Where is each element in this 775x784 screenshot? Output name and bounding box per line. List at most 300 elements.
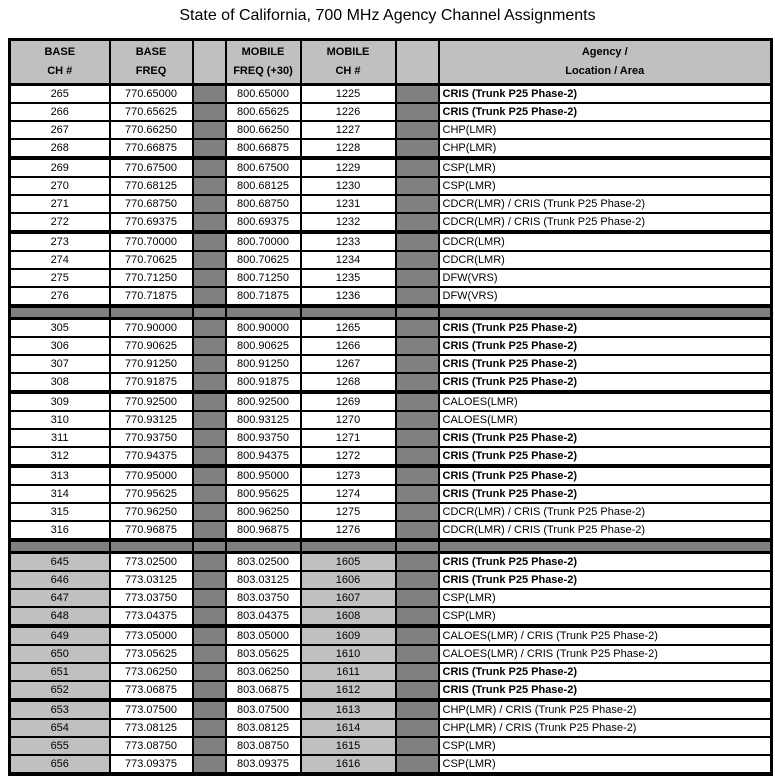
- mobile-freq-cell: 803.03125: [226, 571, 301, 589]
- base-ch-cell: 313: [10, 466, 110, 485]
- base-ch-cell: 648: [10, 607, 110, 626]
- spacer-cell: [396, 337, 439, 355]
- base-freq-cell: 770.93125: [110, 411, 193, 429]
- spacer-cell: [396, 411, 439, 429]
- base-ch-cell: 647: [10, 589, 110, 607]
- agency-cell: CALOES(LMR) / CRIS (Trunk P25 Phase-2): [439, 645, 772, 663]
- base-freq-cell: 770.68125: [110, 177, 193, 195]
- spacer-cell: [193, 177, 226, 195]
- base-freq-cell: 770.96875: [110, 521, 193, 540]
- mobile-freq-cell: 800.66875: [226, 139, 301, 158]
- separator-cell: [193, 306, 226, 319]
- spacer-cell: [193, 700, 226, 719]
- spacer-cell: [396, 158, 439, 177]
- spacer-cell: [193, 337, 226, 355]
- base-ch-cell: 276: [10, 287, 110, 306]
- base-ch-cell: 265: [10, 85, 110, 104]
- mobile-freq-cell: 800.65000: [226, 85, 301, 104]
- spacer-cell: [396, 589, 439, 607]
- base-freq-cell: 770.91250: [110, 355, 193, 373]
- mobile-freq-cell: 803.06250: [226, 663, 301, 681]
- mobile-ch-cell: 1231: [301, 195, 396, 213]
- spacer-cell: [193, 158, 226, 177]
- table-row: [10, 158, 772, 177]
- mobile-freq-cell: 800.65625: [226, 103, 301, 121]
- base-ch-cell: 273: [10, 232, 110, 251]
- spacer-cell: [193, 411, 226, 429]
- agency-cell: CDCR(LMR) / CRIS (Trunk P25 Phase-2): [439, 213, 772, 232]
- spacer-cell: [193, 737, 226, 755]
- agency-cell: CHP(LMR) / CRIS (Trunk P25 Phase-2): [439, 719, 772, 737]
- agency-cell: CRIS (Trunk P25 Phase-2): [439, 663, 772, 681]
- agency-cell: CSP(LMR): [439, 737, 772, 755]
- page-title: State of California, 700 MHz Agency Channel Assignments: [179, 7, 596, 24]
- base-freq-cell: 770.92500: [110, 392, 193, 411]
- base-freq-cell: 773.03750: [110, 589, 193, 607]
- agency-cell: CALOES(LMR): [439, 411, 772, 429]
- agency-cell: CDCR(LMR) / CRIS (Trunk P25 Phase-2): [439, 503, 772, 521]
- agency-cell: CRIS (Trunk P25 Phase-2): [439, 319, 772, 338]
- base-freq-cell: 770.71875: [110, 287, 193, 306]
- spacer-cell: [193, 681, 226, 700]
- base-ch-cell: 316: [10, 521, 110, 540]
- base-ch-cell: 267: [10, 121, 110, 139]
- spacer-cell: [396, 373, 439, 392]
- base-ch-cell: 649: [10, 626, 110, 645]
- spacer-cell: [396, 232, 439, 251]
- mobile-ch-cell: 1606: [301, 571, 396, 589]
- mobile-freq-cell: 800.93125: [226, 411, 301, 429]
- spacer-cell: [396, 287, 439, 306]
- spacer-cell: [396, 626, 439, 645]
- base-ch-cell: 306: [10, 337, 110, 355]
- table-row: [10, 287, 772, 306]
- spacer-cell: [396, 553, 439, 572]
- table-row: [10, 571, 772, 589]
- agency-cell: CRIS (Trunk P25 Phase-2): [439, 681, 772, 700]
- base-ch-cell: 309: [10, 392, 110, 411]
- base-freq-cell: 770.65000: [110, 85, 193, 104]
- mobile-ch-cell: 1275: [301, 503, 396, 521]
- agency-cell: CSP(LMR): [439, 158, 772, 177]
- separator-cell: [110, 306, 193, 319]
- base-freq-cell: 770.65625: [110, 103, 193, 121]
- base-ch-cell: 266: [10, 103, 110, 121]
- mobile-ch-cell: 1270: [301, 411, 396, 429]
- table-row: [10, 719, 772, 737]
- table-row: [10, 429, 772, 447]
- spacer-cell: [193, 663, 226, 681]
- agency-cell: CRIS (Trunk P25 Phase-2): [439, 429, 772, 447]
- separator-cell: [439, 306, 772, 319]
- mobile-freq-cell: 800.96250: [226, 503, 301, 521]
- agency-cell: CSP(LMR): [439, 755, 772, 774]
- mobile-ch-cell: 1272: [301, 447, 396, 466]
- table-row: [10, 411, 772, 429]
- spacer-cell: [193, 139, 226, 158]
- spacer-cell: [193, 503, 226, 521]
- base-freq-cell: 773.03125: [110, 571, 193, 589]
- base-freq-cell: 773.05625: [110, 645, 193, 663]
- base-freq-cell: 773.08750: [110, 737, 193, 755]
- spacer-cell: [396, 521, 439, 540]
- base-ch-cell: 655: [10, 737, 110, 755]
- mobile-ch-cell: 1616: [301, 755, 396, 774]
- agency-cell: CRIS (Trunk P25 Phase-2): [439, 485, 772, 503]
- table-row: [10, 85, 772, 104]
- mobile-ch-cell: 1611: [301, 663, 396, 681]
- mobile-freq-cell: 800.93750: [226, 429, 301, 447]
- header-agency: Agency / Location / Area: [439, 40, 772, 85]
- mobile-freq-cell: 800.91875: [226, 373, 301, 392]
- agency-cell: CDCR(LMR): [439, 232, 772, 251]
- spacer-cell: [193, 232, 226, 251]
- mobile-ch-cell: 1233: [301, 232, 396, 251]
- spacer-cell: [396, 85, 439, 104]
- section-separator-row: [10, 306, 772, 319]
- header-row: [10, 40, 772, 85]
- base-ch-cell: 268: [10, 139, 110, 158]
- mobile-ch-cell: 1267: [301, 355, 396, 373]
- mobile-ch-cell: 1227: [301, 121, 396, 139]
- table-row: [10, 319, 772, 338]
- spacer-cell: [396, 755, 439, 774]
- base-ch-cell: 652: [10, 681, 110, 700]
- table-row: [10, 195, 772, 213]
- mobile-freq-cell: 800.96875: [226, 521, 301, 540]
- base-freq-cell: 773.05000: [110, 626, 193, 645]
- base-ch-cell: 274: [10, 251, 110, 269]
- spacer-cell: [193, 521, 226, 540]
- base-freq-cell: 770.95625: [110, 485, 193, 503]
- spacer-cell: [396, 645, 439, 663]
- base-freq-cell: 773.06875: [110, 681, 193, 700]
- mobile-ch-cell: 1265: [301, 319, 396, 338]
- spacer-cell: [396, 139, 439, 158]
- table-row: [10, 521, 772, 540]
- base-ch-cell: 654: [10, 719, 110, 737]
- mobile-ch-cell: 1225: [301, 85, 396, 104]
- agency-cell: CRIS (Trunk P25 Phase-2): [439, 447, 772, 466]
- spacer-cell: [193, 645, 226, 663]
- agency-cell: CRIS (Trunk P25 Phase-2): [439, 103, 772, 121]
- base-ch-cell: 310: [10, 411, 110, 429]
- spacer-cell: [396, 663, 439, 681]
- base-ch-cell: 656: [10, 755, 110, 774]
- separator-cell: [226, 540, 301, 553]
- mobile-freq-cell: 800.95625: [226, 485, 301, 503]
- spacer-cell: [396, 355, 439, 373]
- section-separator-row: [10, 540, 772, 553]
- mobile-freq-cell: 803.07500: [226, 700, 301, 719]
- base-freq-cell: 770.66250: [110, 121, 193, 139]
- base-ch-cell: 646: [10, 571, 110, 589]
- spacer-cell: [396, 103, 439, 121]
- agency-cell: CRIS (Trunk P25 Phase-2): [439, 466, 772, 485]
- mobile-ch-cell: 1615: [301, 737, 396, 755]
- agency-cell: CSP(LMR): [439, 607, 772, 626]
- table-row: [10, 177, 772, 195]
- spacer-cell: [193, 553, 226, 572]
- base-freq-cell: 773.04375: [110, 607, 193, 626]
- base-freq-cell: 770.69375: [110, 213, 193, 232]
- mobile-freq-cell: 800.91250: [226, 355, 301, 373]
- mobile-freq-cell: 800.92500: [226, 392, 301, 411]
- spacer-cell: [193, 571, 226, 589]
- spacer-cell: [193, 626, 226, 645]
- header-base-ch: BASE CH #: [10, 40, 110, 85]
- table-row: [10, 251, 772, 269]
- table-row: [10, 466, 772, 485]
- mobile-ch-cell: 1612: [301, 681, 396, 700]
- mobile-ch-cell: 1276: [301, 521, 396, 540]
- mobile-freq-cell: 800.70000: [226, 232, 301, 251]
- mobile-freq-cell: 800.90625: [226, 337, 301, 355]
- mobile-freq-cell: 803.06875: [226, 681, 301, 700]
- spacer-cell: [396, 503, 439, 521]
- separator-cell: [301, 540, 396, 553]
- table-row: [10, 213, 772, 232]
- separator-cell: [301, 306, 396, 319]
- agency-cell: CALOES(LMR) / CRIS (Trunk P25 Phase-2): [439, 626, 772, 645]
- separator-cell: [439, 540, 772, 553]
- mobile-ch-cell: 1229: [301, 158, 396, 177]
- base-freq-cell: 770.94375: [110, 447, 193, 466]
- agency-cell: CRIS (Trunk P25 Phase-2): [439, 337, 772, 355]
- agency-cell: CRIS (Trunk P25 Phase-2): [439, 373, 772, 392]
- spacer-cell: [193, 607, 226, 626]
- mobile-freq-cell: 803.03750: [226, 589, 301, 607]
- spacer-cell: [396, 681, 439, 700]
- mobile-ch-cell: 1266: [301, 337, 396, 355]
- agency-cell: CHP(LMR): [439, 139, 772, 158]
- base-freq-cell: 770.93750: [110, 429, 193, 447]
- agency-cell: CDCR(LMR) / CRIS (Trunk P25 Phase-2): [439, 195, 772, 213]
- table-row: [10, 503, 772, 521]
- mobile-ch-cell: 1607: [301, 589, 396, 607]
- base-ch-cell: 308: [10, 373, 110, 392]
- table-row: [10, 447, 772, 466]
- base-freq-cell: 770.70000: [110, 232, 193, 251]
- table-row: [10, 755, 772, 774]
- spacer-cell: [193, 373, 226, 392]
- table-row: [10, 232, 772, 251]
- mobile-freq-cell: 800.70625: [226, 251, 301, 269]
- spacer-cell: [193, 287, 226, 306]
- base-ch-cell: 314: [10, 485, 110, 503]
- mobile-ch-cell: 1610: [301, 645, 396, 663]
- agency-cell: CRIS (Trunk P25 Phase-2): [439, 571, 772, 589]
- table-row: [10, 103, 772, 121]
- mobile-freq-cell: 800.71250: [226, 269, 301, 287]
- mobile-freq-cell: 800.66250: [226, 121, 301, 139]
- base-ch-cell: 307: [10, 355, 110, 373]
- agency-cell: CRIS (Trunk P25 Phase-2): [439, 355, 772, 373]
- channel-assignments-table: [8, 38, 773, 776]
- spacer-cell: [396, 485, 439, 503]
- base-freq-cell: 773.02500: [110, 553, 193, 572]
- header-mobile-freq: MOBILE FREQ (+30): [226, 40, 301, 85]
- mobile-freq-cell: 803.08125: [226, 719, 301, 737]
- base-freq-cell: 770.95000: [110, 466, 193, 485]
- table-row: [10, 607, 772, 626]
- mobile-ch-cell: 1226: [301, 103, 396, 121]
- mobile-ch-cell: 1269: [301, 392, 396, 411]
- spacer-cell: [193, 195, 226, 213]
- spacer-cell: [396, 213, 439, 232]
- spacer-cell: [193, 466, 226, 485]
- spacer-cell: [396, 269, 439, 287]
- base-freq-cell: 770.90000: [110, 319, 193, 338]
- table-row: [10, 121, 772, 139]
- mobile-freq-cell: 800.67500: [226, 158, 301, 177]
- spacer-cell: [193, 429, 226, 447]
- spacer-cell: [193, 485, 226, 503]
- mobile-freq-cell: 800.90000: [226, 319, 301, 338]
- base-freq-cell: 770.67500: [110, 158, 193, 177]
- separator-cell: [396, 306, 439, 319]
- base-freq-cell: 773.09375: [110, 755, 193, 774]
- spacer-cell: [396, 607, 439, 626]
- base-ch-cell: 269: [10, 158, 110, 177]
- mobile-freq-cell: 800.68125: [226, 177, 301, 195]
- table-row: [10, 626, 772, 645]
- spacer-cell: [193, 85, 226, 104]
- spacer-cell: [193, 355, 226, 373]
- base-ch-cell: 270: [10, 177, 110, 195]
- spacer-cell: [396, 737, 439, 755]
- mobile-ch-cell: 1228: [301, 139, 396, 158]
- spacer-cell: [396, 251, 439, 269]
- mobile-freq-cell: 803.05000: [226, 626, 301, 645]
- spacer-cell: [396, 319, 439, 338]
- spacer-cell: [193, 251, 226, 269]
- agency-cell: CRIS (Trunk P25 Phase-2): [439, 85, 772, 104]
- spacer-cell: [193, 269, 226, 287]
- separator-cell: [193, 540, 226, 553]
- base-freq-cell: 773.07500: [110, 700, 193, 719]
- spacer-cell: [193, 447, 226, 466]
- agency-cell: CSP(LMR): [439, 177, 772, 195]
- separator-cell: [10, 306, 110, 319]
- table-row: [10, 700, 772, 719]
- table-row: [10, 485, 772, 503]
- agency-cell: CDCR(LMR): [439, 251, 772, 269]
- agency-cell: DFW(VRS): [439, 269, 772, 287]
- spacer-cell: [396, 700, 439, 719]
- agency-cell: DFW(VRS): [439, 287, 772, 306]
- base-ch-cell: 275: [10, 269, 110, 287]
- mobile-freq-cell: 800.94375: [226, 447, 301, 466]
- spacer-cell: [396, 719, 439, 737]
- base-ch-cell: 305: [10, 319, 110, 338]
- spacer-cell: [193, 755, 226, 774]
- base-ch-cell: 312: [10, 447, 110, 466]
- mobile-ch-cell: 1230: [301, 177, 396, 195]
- mobile-ch-cell: 1608: [301, 607, 396, 626]
- separator-cell: [110, 540, 193, 553]
- table-row: [10, 392, 772, 411]
- base-ch-cell: 271: [10, 195, 110, 213]
- base-ch-cell: 645: [10, 553, 110, 572]
- mobile-ch-cell: 1605: [301, 553, 396, 572]
- separator-cell: [10, 540, 110, 553]
- mobile-ch-cell: 1273: [301, 466, 396, 485]
- base-ch-cell: 651: [10, 663, 110, 681]
- mobile-freq-cell: 800.95000: [226, 466, 301, 485]
- base-freq-cell: 770.68750: [110, 195, 193, 213]
- mobile-ch-cell: 1235: [301, 269, 396, 287]
- base-freq-cell: 770.71250: [110, 269, 193, 287]
- base-freq-cell: 770.91875: [110, 373, 193, 392]
- agency-cell: CSP(LMR): [439, 589, 772, 607]
- spacer-cell: [396, 429, 439, 447]
- mobile-ch-cell: 1234: [301, 251, 396, 269]
- mobile-freq-cell: 800.68750: [226, 195, 301, 213]
- spacer-cell: [396, 392, 439, 411]
- table-row: [10, 553, 772, 572]
- spacer-cell: [193, 121, 226, 139]
- mobile-ch-cell: 1609: [301, 626, 396, 645]
- spacer-cell: [396, 177, 439, 195]
- mobile-ch-cell: 1274: [301, 485, 396, 503]
- mobile-freq-cell: 803.02500: [226, 553, 301, 572]
- base-ch-cell: 650: [10, 645, 110, 663]
- separator-cell: [226, 306, 301, 319]
- header-base-freq: BASE FREQ: [110, 40, 193, 85]
- mobile-freq-cell: 803.09375: [226, 755, 301, 774]
- spacer-cell: [193, 392, 226, 411]
- spacer-cell: [193, 319, 226, 338]
- base-freq-cell: 773.08125: [110, 719, 193, 737]
- base-freq-cell: 770.96250: [110, 503, 193, 521]
- base-ch-cell: 315: [10, 503, 110, 521]
- table-row: [10, 139, 772, 158]
- table-row: [10, 589, 772, 607]
- mobile-freq-cell: 803.04375: [226, 607, 301, 626]
- mobile-ch-cell: 1614: [301, 719, 396, 737]
- table-row: [10, 663, 772, 681]
- spacer-cell: [396, 447, 439, 466]
- mobile-ch-cell: 1268: [301, 373, 396, 392]
- agency-cell: CALOES(LMR): [439, 392, 772, 411]
- table-row: [10, 645, 772, 663]
- table-row: [10, 337, 772, 355]
- mobile-freq-cell: 800.69375: [226, 213, 301, 232]
- header-mobile-ch: MOBILE CH #: [301, 40, 396, 85]
- spacer-cell: [396, 466, 439, 485]
- agency-cell: CDCR(LMR) / CRIS (Trunk P25 Phase-2): [439, 521, 772, 540]
- spacer-cell: [193, 589, 226, 607]
- base-ch-cell: 311: [10, 429, 110, 447]
- mobile-ch-cell: 1613: [301, 700, 396, 719]
- agency-cell: CHP(LMR) / CRIS (Trunk P25 Phase-2): [439, 700, 772, 719]
- table-row: [10, 681, 772, 700]
- mobile-ch-cell: 1271: [301, 429, 396, 447]
- base-freq-cell: 770.70625: [110, 251, 193, 269]
- spacer-cell: [396, 195, 439, 213]
- base-ch-cell: 272: [10, 213, 110, 232]
- separator-cell: [396, 540, 439, 553]
- agency-cell: CRIS (Trunk P25 Phase-2): [439, 553, 772, 572]
- base-freq-cell: 770.66875: [110, 139, 193, 158]
- table-row: [10, 269, 772, 287]
- table-row: [10, 355, 772, 373]
- table-row: [10, 373, 772, 392]
- mobile-ch-cell: 1232: [301, 213, 396, 232]
- mobile-ch-cell: 1236: [301, 287, 396, 306]
- spacer-cell: [396, 571, 439, 589]
